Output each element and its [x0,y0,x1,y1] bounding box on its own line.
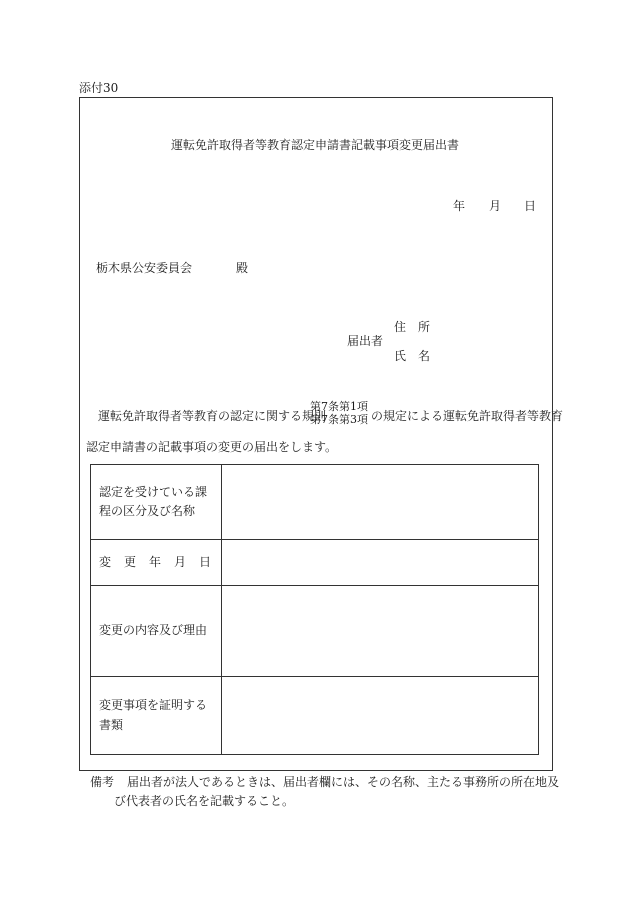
row-label-content-reason: 変更の内容及び理由 [91,586,222,677]
row-label-course: 認定を受けている課程の区分及び名称 [91,465,222,540]
table-row [91,586,539,677]
row-label-documents: 変更事項を証明する書類 [91,677,222,755]
row-value-documents[interactable] [222,677,539,755]
name-label: 氏 名 [394,349,431,363]
body-line1-suffix: の規定による運転免許取得者等教育 [371,409,564,423]
attachment-label: 添付30 [79,81,119,95]
document-title: 運転免許取得者等教育認定申請書記載事項変更届出書 [170,138,459,152]
change-details-table [90,464,539,755]
address-label: 住 所 [394,320,431,334]
row-value-change-date[interactable] [222,540,539,586]
rule-article-2: 第7条第3項 [310,413,368,426]
body-line1-prefix: 運転免許取得者等教育の認定に関する規則 [98,409,327,423]
rule-article-1: 第7条第1項 [310,400,368,413]
date-day-label: 日 [524,199,537,213]
addressee: 栃木県公安委員会 [96,261,193,275]
note-text-line2: び代表者の氏名を記載すること。 [114,794,295,808]
honorific: 殿 [236,261,249,275]
table-row [91,465,539,540]
date-month-label: 月 [489,199,502,213]
table-row [91,677,539,755]
rule-article-stack [310,401,368,427]
applicant-label: 届出者 [347,334,384,348]
row-value-course[interactable] [222,465,539,540]
row-value-content-reason[interactable] [222,586,539,677]
note-text-line1: 届出者が法人であるときは、届出者欄には、その名称、主たる事務所の所在地及 [127,775,560,789]
row-label-change-date: 変更年月日 [99,554,225,569]
body-line2: 認定申請書の記載事項の変更の届出をします。 [86,440,338,454]
note-label: 備考 [90,775,115,789]
table-row [91,540,539,586]
date-year-label: 年 [453,199,466,213]
